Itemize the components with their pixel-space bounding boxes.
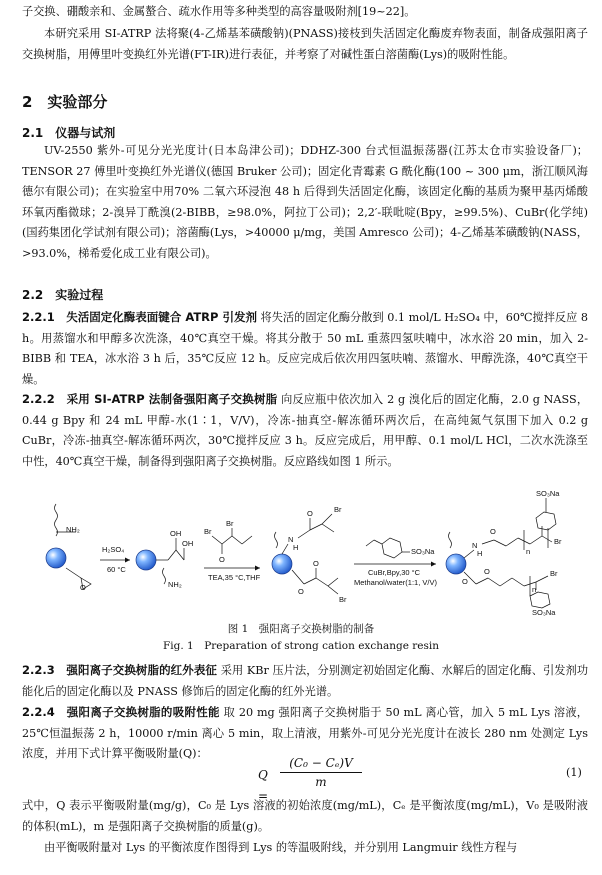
label-o-product-1: O bbox=[490, 527, 496, 536]
equation-fraction bbox=[280, 755, 362, 790]
section-2-2-4-title: 2.2.4 强阳离子交换树脂的吸附性能 bbox=[22, 705, 220, 719]
label-so3na-product-1: SO₃Na bbox=[536, 489, 560, 498]
intro-paragraph: 本研究采用 SI-ATRP 法将聚(4-乙烯基苯磺酸钠)(PNASS)接枝到失活固定化酶废弃物表面，制备成强阳离子交换树脂，用傅里叶变换红外光谱(FT-IR)进行表征，并考察了对碱性蛋白溶菌酶(Lys)的吸附性能。 bbox=[22, 27, 588, 61]
label-o-initiator-1: O bbox=[307, 509, 313, 518]
figure-caption-en: Fig. 1 Preparation of strong cation exchange resin bbox=[162, 640, 440, 652]
section-2-1-title: 2.1 仪器与试剂 bbox=[22, 126, 116, 140]
reaction-scheme-figure bbox=[36, 488, 596, 616]
label-step1-reagent: H₂SO₄ bbox=[102, 545, 125, 554]
label-o-epoxide: O bbox=[80, 583, 86, 592]
bead-initiator bbox=[272, 514, 338, 594]
section-2-2-1-paragraph bbox=[22, 307, 588, 390]
section-2-2-3-body: 采用 KBr 压片法，分别测定初始固定化酶、水解后的固定化酶、引发剂功能化后的固定化酶以及 PNASS 修饰后的固定化酶的红外光谱。 bbox=[22, 664, 589, 698]
section-2-2-1-body: 将失活的固定化酶分散到 0.1 mol/L H₂SO₄ 中，60℃搅拌反应 8 h。用蒸馏水和甲醇多次洗涤，40℃真空干燥。将其分散于 50 mL 重蒸四氢呋喃中，冰水浴 20 min，加入 2-BIBB 和 TEA，冰水浴 3 h 后，35℃反应 12 h。反应完成后依次用四氢呋喃、蒸馏水、甲醇洗涤，40℃真空干燥。 bbox=[22, 311, 588, 386]
label-o-reagent: O bbox=[219, 555, 225, 564]
section-2-2-3-paragraph bbox=[22, 660, 588, 702]
label-br-reagent-2: Br bbox=[226, 519, 234, 528]
label-h-product: H bbox=[477, 549, 483, 558]
equation-lhs: Q = bbox=[258, 768, 269, 803]
reagent-bibb bbox=[212, 528, 252, 554]
figure-caption-cn: 图 1 强阳离子交换树脂的制备 bbox=[227, 623, 375, 635]
label-step3-conditions-2: Methanol/water(1:1, V/V) bbox=[354, 578, 437, 587]
equation-numerator: (C₀ − Cₑ)V bbox=[289, 756, 353, 770]
bead-diol bbox=[136, 538, 184, 584]
label-nh2-2: NH₂ bbox=[168, 580, 182, 589]
label-n-product: N bbox=[472, 541, 478, 550]
equation-number: (1) bbox=[566, 766, 582, 779]
section-2-2-2-title: 2.2.2 采用 SI-ATRP 法制备强阳离子交换树脂 bbox=[22, 392, 278, 406]
label-br-initiator-1: Br bbox=[334, 505, 342, 514]
bead-epoxide bbox=[46, 504, 91, 589]
section-2-2-3-title: 2.2.3 强阳离子交换树脂的红外表征 bbox=[22, 663, 218, 677]
label-so3na-monomer: SO₃Na bbox=[411, 547, 435, 556]
label-h-initiator: H bbox=[293, 543, 299, 552]
section-2-2-1-title: 2.2.1 失活固定化酶表面键合 ATRP 引发剂 bbox=[22, 310, 257, 324]
label-step3-conditions-1: CuBr,Bpy,30 °C bbox=[368, 568, 421, 577]
fraction-bar bbox=[280, 772, 362, 773]
label-br-initiator-2: Br bbox=[339, 595, 347, 604]
label-nh2-1: NH₂ bbox=[66, 525, 80, 534]
intro-continuation: 子交换、硼酸亲和、金属螯合、疏水作用等多种类型的高容量吸附剂[19~22]。 bbox=[22, 5, 416, 18]
label-n-initiator: N bbox=[288, 535, 294, 544]
label-o-product-2: O bbox=[462, 577, 468, 586]
label-so3na-product-2: SO₃Na bbox=[532, 608, 556, 616]
closing-paragraph: 由平衡吸附量对 Lys 的平衡浓度作图得到 Lys 的等温吸附线，并分别用 Langmuir 线性方程与 bbox=[44, 841, 518, 854]
equation-1 bbox=[0, 753, 602, 803]
label-br-product-2: Br bbox=[550, 569, 558, 578]
section-2-1-paragraph: UV-2550 紫外-可见分光光度计(日本岛津公司)；DDHZ-300 台式恒温振荡器(江苏太仓市实验设备厂)；TENSOR 27 傅里叶变换红外光谱仪(德国 Bruker 公司)；固定化青霉素 G 酰化酶(100 ~ 300 μm，浙江顺风海德尔有限公司)；在实验室中用70% 二氧六环浸泡 48 h 后得到失活固定化酶，该固定化酶的基质为聚甲基丙烯酸环氧丙酯微球；2-溴异丁酰溴(2-BIBB，≥98.0%，阿拉丁公司)；2,2′-联吡啶(Bpy，≥99.5%)、CuBr(化学纯)(国药集团化学试剂有限公司)；溶菌酶(Lys，>40000 μ/mg，美国 Amresco 公司)；4-乙烯基苯磺酸钠(NASS，>93.0%，梯希爱化成工业有限公司)。 bbox=[22, 144, 588, 260]
monomer-nass bbox=[366, 538, 410, 558]
section-2-2-title: 2.2 实验过程 bbox=[22, 288, 104, 302]
label-step1-temp: 60 °C bbox=[107, 565, 126, 574]
section-2-2-2-body: 向反应瓶中依次加入 2 g 溴化后的固定化酶，2.0 g NASS，0.44 g Bpy 和 24 mL 甲醇-水(1∶1，V/V)，冷冻-抽真空-解冻循环两次后，在高纯氮气氛围下加入 0.2 g CuBr，冷冻-抽真空-解冻循环两次，30℃搅拌反应 3 h。反应完成后，用甲醇、0.1 mol/L HCl，二次水洗涤至中性，40℃真空干燥，制备得到强阳离子交换树脂。反应路线如图 1 所示。 bbox=[22, 393, 589, 468]
label-br-product-1: Br bbox=[554, 537, 562, 546]
equation-denominator: m bbox=[315, 775, 327, 789]
label-n-sub-2: n bbox=[532, 585, 537, 594]
label-step2-conditions: TEA,35 °C,THF bbox=[208, 573, 261, 582]
label-n-sub-1: n bbox=[526, 547, 531, 556]
section-2-title: 2 实验部分 bbox=[22, 93, 108, 111]
section-2-2-4-body: 取 20 mg 强阳离子交换树脂于 50 mL 离心管，加入 5 mL Lys 溶液，25℃恒温振荡 2 h，10000 r/min 离心 5 min，取上清液，用紫外-可见分光光度计在波长 280 nm 处测定 Lys 浓度，并用下式计算平衡吸附量(Q)： bbox=[22, 706, 588, 761]
label-oh-1: OH bbox=[170, 529, 182, 538]
label-oh-2: OH bbox=[182, 539, 194, 548]
bead-pnass bbox=[446, 498, 556, 608]
equation-explanation: 式中，Q 表示平衡吸附量(mg/g)，C₀ 是 Lys 溶液的初始浓度(mg/mL)，Cₑ 是平衡浓度(mg/mL)，V₀ 是吸附液的体积(mL)，m 是强阳离子交换树脂的质量(g)。 bbox=[22, 799, 588, 833]
label-o-initiator-2: O bbox=[298, 587, 304, 596]
label-br-reagent-1: Br bbox=[204, 527, 212, 536]
section-2-2-2-paragraph bbox=[22, 389, 588, 472]
label-o-product-3: O bbox=[484, 567, 490, 576]
label-o-initiator-3: O bbox=[313, 559, 319, 568]
